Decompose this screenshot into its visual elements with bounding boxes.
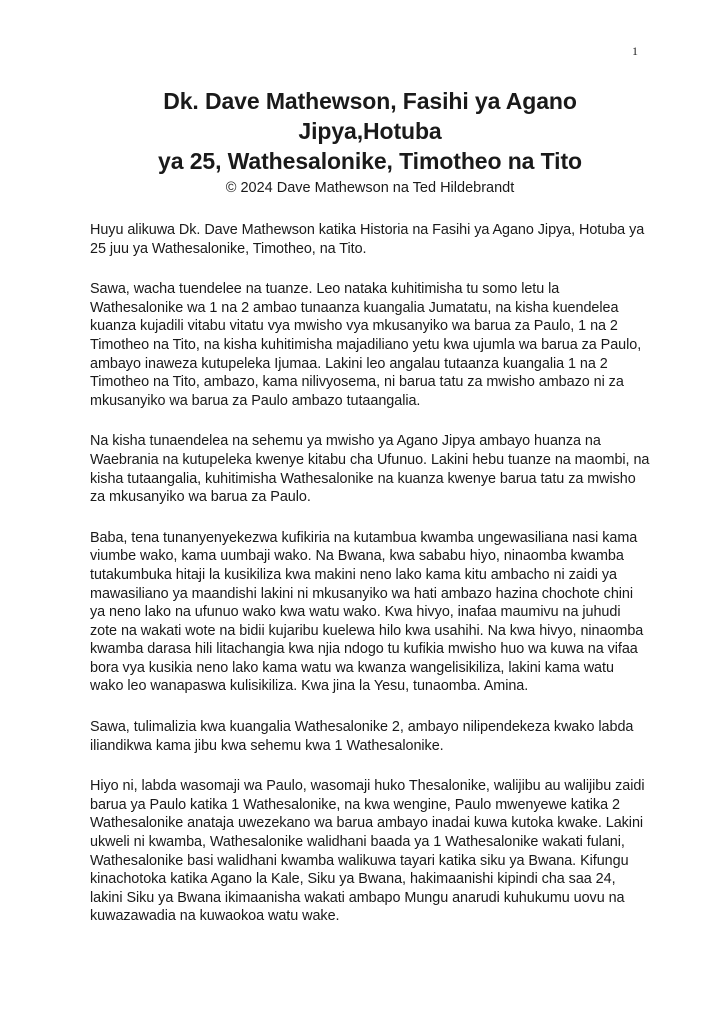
paragraph: Na kisha tunaendelea na sehemu ya mwisho ya Agano Jipya ambayo huanza na Waebrania na kutupeleka kwenye kitabu cha Ufunuo. Lakini hebu tuanze na maombi, na kisha tutaangalia, kuhitimisha Wathesalonike na kuanza kwenye barua tatu za mwisho za mkusanyiko wa barua za Paulo. [90,433,650,506]
copyright-line: © 2024 Dave Mathewson na Ted Hildebrandt [225,180,515,196]
title-line-2: ya 25, Wathesalonike, Timotheo na Tito [158,148,582,174]
page-number: 1 [632,44,638,58]
document-title [90,86,650,176]
paragraph: Hiyo ni, labda wasomaji wa Paulo, wasomaji huko Thesalonike, walijibu au walijibu zaidi barua ya Paulo katika 1 Wathesalonike, na kwa wengine, Paulo mwenyewe katika 2 Wathesalonike anataja uwezekano wa barua ambayo inadai kuwa kutoka kwake. Lakini ukweli ni kwamba, Wathesalonike walidhani baada ya 1 Wathesalonike wakati fulani, Wathesalonike basi walidhani kwamba walikuwa tayari katika siku ya Bwana. Kifungu kinachotoka katika Agano la Kale, Siku ya Bwana, hakimaanishi kipindi cha saa 24, lakini Siku ya Bwana ikimaanisha wakati ambapo Mungu anarudi kuhukumu uovu na kuwazawadia na kuwaokoa watu wake. [90,778,645,925]
document-body [90,86,650,948]
body-text [90,221,650,926]
paragraph: Sawa, tulimalizia kwa kuangalia Wathesalonike 2, ambayo nilipendekeza kwako labda iliandikwa kama jibu kwa sehemu kwa 1 Wathesalonike. [90,719,634,754]
title-line-1: Dk. Dave Mathewson, Fasihi ya Agano Jipya,Hotuba [163,88,577,144]
paragraph: Huyu alikuwa Dk. Dave Mathewson katika Historia na Fasihi ya Agano Jipya, Hotuba ya 25 juu ya Wathesalonike, Timotheo, na Tito. [90,222,645,257]
paragraph: Baba, tena tunanyenyekezwa kufikiria na kutambua kwamba ungewasiliana nasi kama viumbe wako, kama uumbaji wako. Na Bwana, kwa sababu hiyo, ninaomba kwamba tutakumbuka hitaji la kusikiliza kwa makini neno lako kama kitu ambacho ni zaidi ya mawasiliano ya maandishi lakini ni mkusanyiko wa hati ambazo hazina chochote chini ya neno lako na ufunuo wako kwa watu wako. Kwa hivyo, inafaa maumivu na juhudi zote na wakati wote na bidii kujaribu kuelewa hilo kwa usahihi. Na kwa hivyo, ninaomba kwamba darasa hili litachangia kwa njia ndogo tu kufikia mwisho huo wa kuwa na vifaa bora vya kusikia neno lako kama watu wa kwanza wangelisikiliza, lakini kama watu wako leo wanapaswa kulisikiliza. Kwa jina la Yesu, tunaomba. Amina. [90,529,644,695]
paragraph: Sawa, wacha tuendelee na tuanze. Leo nataka kuhitimisha tu somo letu la Wathesalonike wa 1 na 2 ambao tunaanza kuangalia Jumatatu, na kisha kuendelea kuanza kujadili vitabu vitatu vya mwisho vya mkusanyiko wa barua za Paulo, 1 na 2 Timotheo na Tito, na kisha kuhitimisha majadiliano yetu kwa ujumla wa barua za Paulo, ambayo inaweza kutupeleka Ijumaa. Lakini leo angalau tutaanza kuangalia 1 na 2 Timotheo na Tito, ambazo, kama nilivyosema, ni barua tatu za mwisho ambazo ni za mkusanyiko wa barua za Paulo ambazo tutaangalia. [90,281,642,409]
